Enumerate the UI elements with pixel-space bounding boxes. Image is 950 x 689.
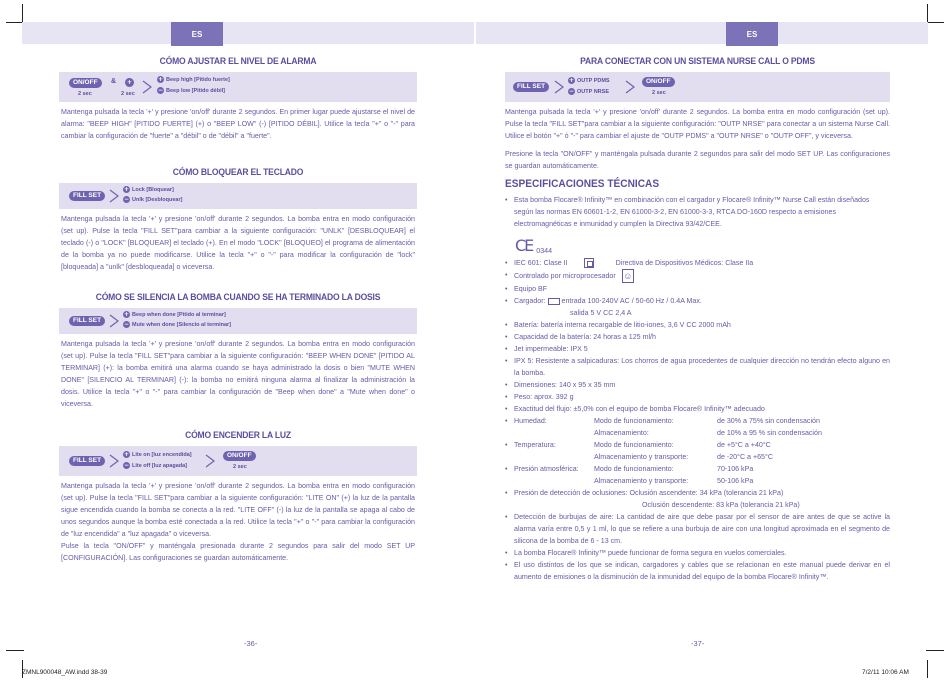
spec-weight: • Peso: aprox. 392 g [505,391,890,403]
section-text: Mantenga pulsada la tecla '+' y presione 'on/off' durante 2 segundos. La bomba entra en modo configuración (set up). Pulse la tecla "FILL SET"para cambiar a la siguiente configuración: "BEEP WHEN DONE" [PITIDO AL TERMINAR] (+): la bomba emitirá una alarma cuando se haya administrado la dosis o bien "MUTE WHEN DONE" [SILENCIO AL TERMINAR] (-): la bomba no emitirá ninguna alarma al finalizar la administración la dosis. Utilice la tecla "+" o "-" para cambiar la configuración de "Beep when done" a "Mute when done" o viceversa. [61,340,415,408]
option-plus: + OUTP PDMS [568,77,610,84]
crop-mark [22,4,23,22]
spec-occlusion: • Presión de detección de oclusiones: Oclusión ascendente: 34 kPa (tolerancia 21 kPa) Oclusión descendente: 83 kPa (tolerancia 21 kPa) [505,487,890,511]
class-ii-icon [584,258,594,268]
spec-air-detection: • Detección de burbujas de aire: La cantidad de aire que debe pasar por el sensor de aire antes de que se active la alarma varía entre 0,5 y 1 ml, lo que se refiere a una burbuja de aire con una longitud aproximada en el segmento de silicona de la bomba de 6 - 13 cm. [505,511,890,547]
crop-mark [926,22,944,23]
option-minus: − Beep low [Pitido débil] [157,87,225,94]
fill-set-key: FILL SET [69,316,105,326]
left-page [59,56,417,564]
section-title: CÓMO SE SILENCIA LA BOMBA CUANDO SE HA TERMINADO LA DOSIS [95,292,381,303]
section-alarm-level [59,56,417,142]
key-diagram [59,72,417,102]
section-title: CÓMO ENCENDER LA LUZ [185,430,291,441]
section-title: CÓMO AJUSTAR EL NIVEL DE ALARMA [159,56,317,67]
spec-bf: • Equipo BF [505,283,890,295]
plus-icon: + [123,186,130,193]
header-band-right [476,22,928,44]
section-text-exit: Presione la tecla "ON/OFF" y manténgala pulsada durante 2 segundos para salir del modo SET UP. Las configuraciones se guardan automáticamente. [505,150,890,170]
plus-icon: + [123,311,130,318]
section-text-exit: Pulse la tecla "ON/OFF" y manténgala presionada durante 2 segundos para salir del modo SET UP [CONFIGURACIÓN]. Las configuraciones se guardan automáticamente. [61,542,415,562]
minus-icon: − [123,321,130,328]
crop-mark [927,660,928,678]
option-plus: + Beep when done [Pitido al terminar] [123,311,226,318]
on-off-key: ON/OFF [642,77,675,87]
print-slug-date: 7/2/11 10:06 AM [862,669,909,676]
section-text: Mantenga pulsada la tecla '+' y presione 'on/off' durante 2 segundos. La bomba entra en modo configuración (set up). Pulse la tecla "FILL SET"para cambiar a la siguiente configuración: "LITE ON" (+) la luz de la pantalla sigue encendida cuando la bomba se conecta a la red. "LITE OFF" (-) la luz de la pantalla se apaga al cabo de unos segundos aunque la bomba esté conectada a la red. Utilice la tecla "+" o "-" para cambiar la configuración de "luz encendida" a "luz apagada" o viceversa. [61,482,415,538]
arrow-right-icon [205,454,215,468]
key-duration: 2 sec [78,91,92,97]
on-off-key: ON/OFF [223,451,256,461]
crop-mark [927,4,928,22]
language-tab-right: ES [726,22,778,46]
arrow-right-icon [109,454,119,468]
section-text: Mantenga pulsada la tecla '+' y presione 'on/off' durante 2 segundos. La bomba entra en modo configuración (set up). Pulse la tecla "FILL SET"para cambiar a la siguiente configuración: "UNLK" [DESBLOQUEAR] el teclado (-) o "LOCK" [BLOQUEAR] el teclado (+). En el modo "LOCK" [BLOQUEO] el programa de alimentación de la bomba ya no puede modificarse. Utilice la tecla "+" o "-" para modificar la configuración de "lock" [bloqueada] a "unlk" [desbloqueada] o viceversa. [61,215,415,271]
plus-icon: + [568,77,575,84]
arrow-right-icon [554,80,564,94]
section-text: Mantenga pulsada la tecla '+' y presione 'on/off' durante 2 segundos. La bomba entra en modo configuración (set up). Pulse la tecla "FILL SET"para cambiar a la siguiente configuración: "OUTP NRSE" para conectar a un sistema Nurse Call. Utilice el botón "+" ó "-" para cambiar el ajuste de "OUTP PDMS" a "OUTP NRSE" o "OUTP OFF", y viceversa. [505,108,890,140]
ce-number: 0344 [536,247,553,255]
option-minus: − Unlk [Desbloquear] [123,196,183,203]
ampersand: & [111,78,117,85]
section-mute-when-done [59,292,417,410]
arrow-right-icon [109,189,119,203]
minus-icon: − [568,88,575,95]
plus-icon: + [123,451,130,458]
fill-set-key: FILL SET [69,191,105,201]
ce-marking [515,236,890,255]
spec-flight: • La bomba Flocare® Infinity™ puede funcionar de forma segura en vuelos comerciales. [505,547,890,559]
plus-icon: + [157,76,164,83]
spec-accuracy: • Exactitud del flujo: ±5,0% con el equipo de bomba Flocare® Infinity™ adecuado [505,403,890,415]
specifications-list [505,194,890,230]
spec-intro: • Esta bomba Flocare® Infinity™ en combinación con el cargador y Flocare® Infinity™ Nurse Call están diseñados según las normas EN 60601-1-2, EN 61000-3-2, EN 61000-3-3, RTCA DO-160D respecto a emisiones electromagnéticas e inmunidad y cumplen la Directiva 93/42/CEE. [505,194,890,230]
on-off-key: ON/OFF [69,78,102,88]
fill-set-key: FILL SET [69,456,105,466]
key-diagram [505,72,890,102]
ce-mark-icon: CE [515,236,533,255]
section-nurse-call [505,56,890,172]
minus-icon: − [123,462,130,469]
section-keypad-lock [59,167,417,273]
key-duration: 2 sec [233,464,247,470]
section-title: PARA CONECTAR CON UN SISTEMA NURSE CALL O PDMS [580,56,815,67]
page-number-right: -37- [691,639,705,648]
option-plus: + Lite on [luz encendida] [123,451,192,458]
key-duration: 2 sec [652,90,666,96]
page-number-left: -36- [244,639,258,648]
specifications-title: ESPECIFICACIONES TÉCNICAS [505,178,660,190]
arrow-right-icon [625,80,635,94]
spec-capacity: • Capacidad de la batería: 24 horas a 125 ml/h [505,331,890,343]
key-diagram [59,308,417,334]
crop-mark [6,650,24,651]
plus-icon: + [126,79,133,86]
section-title: CÓMO BLOQUEAR EL TECLADO [172,167,304,178]
header-band-left [22,22,474,44]
spec-pressure: • Presión atmosférica: Modo de funcionamiento: 70-106 kPa Almacenamiento y transporte: 50-106 kPa [505,463,890,487]
spec-charger-out: salida 5 V CC 2,4 A [570,309,632,317]
spec-ipx: • IPX 5: Resistente a salpicaduras: Los chorros de agua procedentes de cualquier dirección no tendrán efecto alguno en la bomba. [505,355,890,379]
spec-jet: • Jet impermeable: IPX 5 [505,343,890,355]
spec-dimensions: • Dimensiones: 140 x 95 x 35 mm [505,379,890,391]
fill-set-key: FILL SET [513,82,549,92]
spec-humidity: • Humedad: Modo de funcionamiento: de 30% a 75% sin condensación Almacenamiento: de 10% a 95 % sin condensación [505,415,890,439]
spec-temperature: • Temperatura: Modo de funcionamiento: de +5°C a +40°C Almacenamiento y transporte: de -20°C a +65°C [505,439,890,463]
arrow-right-icon [109,314,119,328]
right-page [505,56,890,583]
section-backlight [59,430,417,564]
arrow-right-icon [142,80,152,94]
crop-mark [926,650,944,651]
specifications-list-2 [505,257,890,583]
minus-icon: − [123,196,130,203]
spec-battery: • Batería: batería interna recargable de litio-iones, 3,6 V CC 2000 mAh [505,319,890,331]
bf-body-icon: ☺ [623,271,633,281]
option-minus: − OUTP NRSE [568,88,609,95]
print-slug-file: ZMNL900048_AW.indd 38-39 [22,669,108,676]
key-duration: 2 sec [121,91,135,97]
language-tab-left: ES [171,22,223,46]
option-plus: + Beep high [Pitido fuerte] [157,76,230,83]
plug-icon [548,298,560,305]
option-minus: − Lite off [luz apagada] [123,462,187,469]
spec-warning: • El uso distintos de los que se indican, cargadores y cables que se relacionan en este manual puede derivar en el aumento de emisiones o la disminución de la inmunidad del equipo de la bomba Flocare® Infinity™. [505,559,890,583]
spec-charger: • Cargador: entrada 100-240V AC / 50-60 Hz / 0.4A Max. [505,295,890,307]
section-text: Mantenga pulsada la tecla '+' y presione 'on/off' durante 2 segundos. En primer lugar puede ajustarse el nivel de alarma: "BEEP HIGH" [PITIDO FUERTE] (+) o "BEEP LOW" (-) [PITIDO DÉBIL]. Utilice la tecla "+" o "-" para cambiar la configuración de "fuerte" a "débil" o de "débil" a "fuerte". [61,108,415,140]
key-diagram [59,183,417,209]
key-diagram [59,446,417,476]
option-plus: + Lock [Bloquear] [123,186,174,193]
spec-micro: • Controlado por microprocesador ☺ [505,269,890,283]
option-minus: − Mute when done [Silencio al terminar] [123,321,232,328]
spec-iec: • IEC 601: Clase II Directiva de Dispositivos Médicos: Clase IIa [505,257,890,269]
minus-icon: − [157,87,164,94]
